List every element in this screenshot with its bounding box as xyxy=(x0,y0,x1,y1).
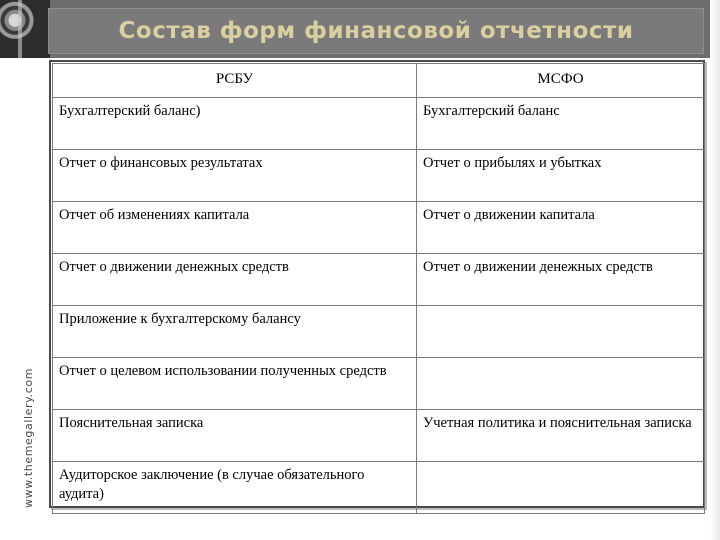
table-row xyxy=(53,462,705,514)
cell-msfo xyxy=(417,306,705,358)
cell-msfo: Отчет о движении денежных средств xyxy=(417,254,705,306)
cell-rsbu: Аудиторское заключение (в случае обязательного аудита) xyxy=(53,462,417,514)
cell-rsbu: Отчет об изменениях капитала xyxy=(53,202,417,254)
cell-rsbu: Пояснительная записка xyxy=(53,410,417,462)
cell-msfo xyxy=(417,462,705,514)
cell-msfo xyxy=(417,358,705,410)
watermark-text: www.themegallery.com xyxy=(22,367,35,508)
header-rsbu: РСБУ xyxy=(53,64,417,98)
cell-rsbu: Отчет о целевом использовании полученных средств xyxy=(53,358,417,410)
right-edge-decoration xyxy=(710,0,720,540)
table-row xyxy=(53,358,705,410)
table-header-row xyxy=(53,64,705,98)
cell-rsbu: Приложение к бухгалтерскому балансу xyxy=(53,306,417,358)
cell-msfo: Учетная политика и пояснительная записка xyxy=(417,410,705,462)
table-row xyxy=(53,306,705,358)
title-banner xyxy=(48,8,704,54)
table-row xyxy=(53,150,705,202)
cell-rsbu: Отчет о движении денежных средств xyxy=(53,254,417,306)
table-row xyxy=(53,98,705,150)
cell-rsbu: Бухгалтерский баланс) xyxy=(53,98,417,150)
cell-msfo: Отчет о движении капитала xyxy=(417,202,705,254)
table-row xyxy=(53,202,705,254)
comparison-table xyxy=(52,63,705,514)
cell-rsbu: Отчет о финансовых результатах xyxy=(53,150,417,202)
cell-msfo: Бухгалтерский баланс xyxy=(417,98,705,150)
slide-title: Состав форм финансовой отчетности xyxy=(118,18,634,44)
header-msfo: МСФО xyxy=(417,64,705,98)
cell-msfo: Отчет о прибылях и убытках xyxy=(417,150,705,202)
table-row xyxy=(53,254,705,306)
corner-decorative-image xyxy=(0,0,50,58)
table-row xyxy=(53,410,705,462)
